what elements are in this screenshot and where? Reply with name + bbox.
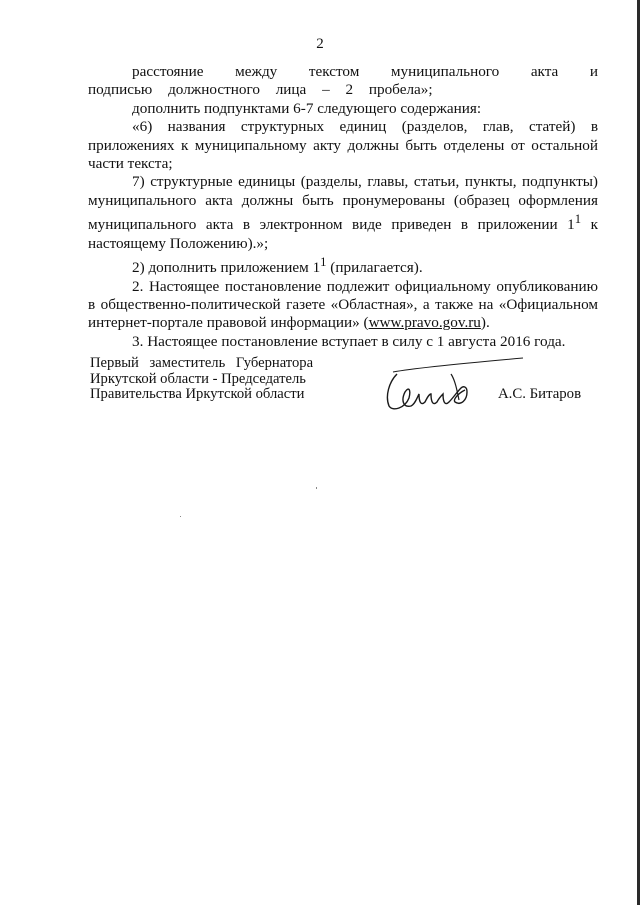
page-number: 2 <box>316 36 324 52</box>
paragraph-effective-date: 3. Настоящее постановление вступает в силу с 1 августа 2016 года. <box>132 332 566 350</box>
paragraph-spacing: расстояние между текстом муниципального акта и подписью должностного лица – 2 пробела»; <box>88 63 598 99</box>
signatory-position <box>90 356 313 403</box>
scan-speck <box>180 516 181 517</box>
subpoint-7-tail: к настоящему Положению).»; <box>88 216 598 252</box>
document-body <box>88 63 598 351</box>
paragraph-add-appendix <box>88 253 598 277</box>
add-appendix-text: 2) дополнить приложением 1 <box>132 259 321 277</box>
position-line: Первый заместитель Губернатора <box>90 355 314 371</box>
superscript: 1 <box>574 212 582 227</box>
superscript: 1 <box>320 255 327 270</box>
paragraph-publication <box>88 278 598 333</box>
position-line: Иркутской области - Председатель <box>90 370 306 387</box>
signatory-name: А.С. Битаров <box>498 386 582 402</box>
publication-text: 2. Настоящее постановление подлежит официальному опубликованию в общественно-политической газете «Областная», а также на «Официальном интернет-портале правовой информации» ( <box>88 277 598 332</box>
handwritten-signature <box>375 350 525 420</box>
paragraph-subpoint-6: «6) названия структурных единиц (разделов, глав, статей) в приложениях к муниципальному акту должны быть отделены от остальной части текста; <box>88 118 598 173</box>
position-line: Правительства Иркутской области <box>90 386 305 402</box>
scan-speck <box>316 487 317 489</box>
paragraph-add-subpoints: дополнить подпунктами 6-7 следующего содержания: <box>132 99 482 117</box>
paragraph-subpoint-7 <box>88 173 598 253</box>
add-appendix-tail: (прилагается). <box>326 259 423 277</box>
publication-tail: ). <box>480 314 490 332</box>
pravo-link[interactable]: www.pravo.gov.ru <box>368 314 481 332</box>
subpoint-7-text: 7) структурные единицы (разделы, главы, статьи, пункты, подпункты) муниципального акта должны быть пронумерованы (образец оформления муниципального акта в электронном виде приведен в приложении 1 <box>88 173 598 234</box>
